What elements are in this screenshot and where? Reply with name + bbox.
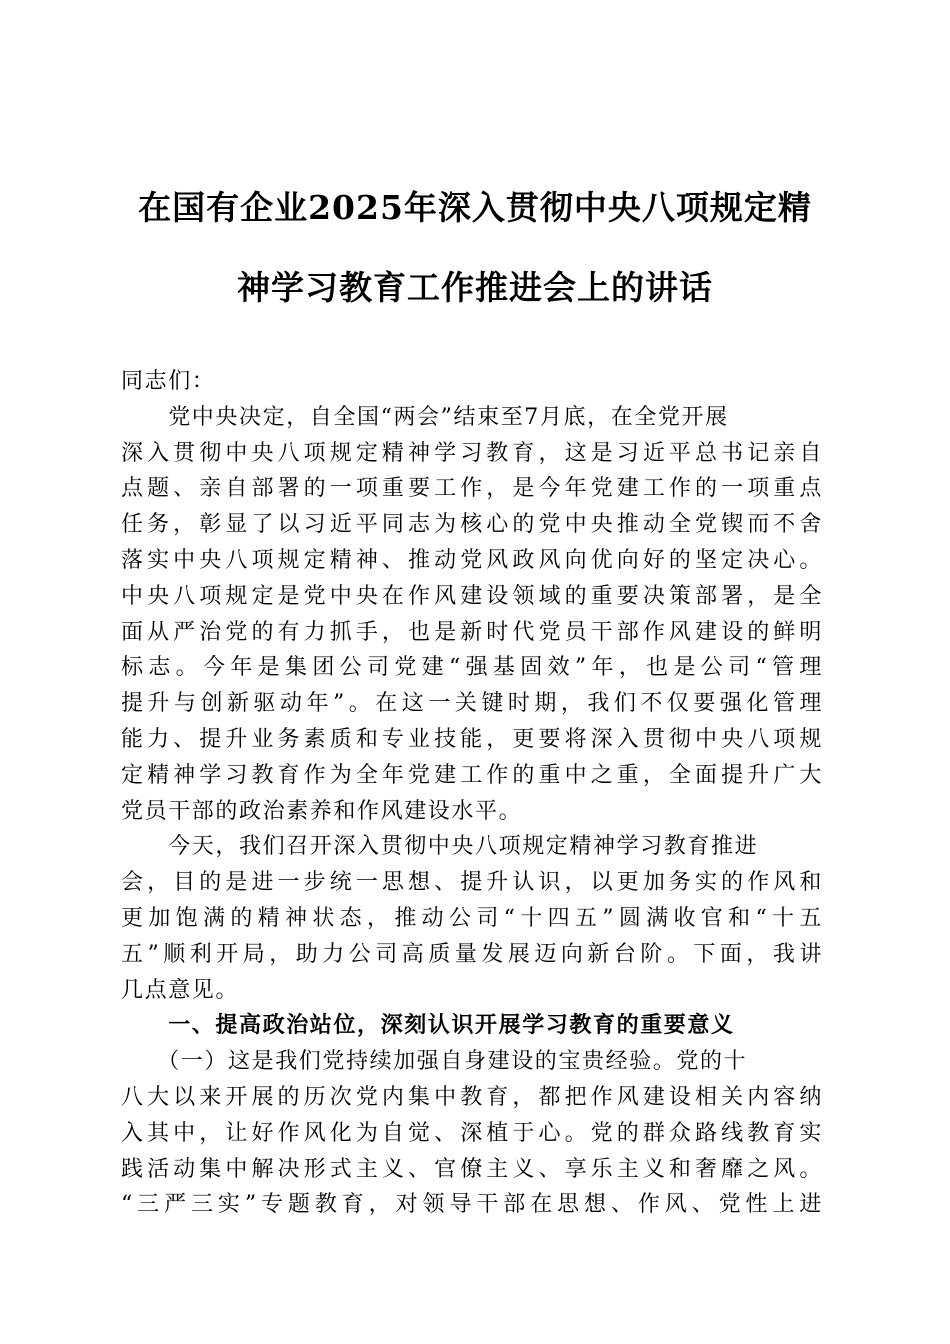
text-line: 点题、亲自部署的一项重要工作，是今年党建工作的一项重点: [121, 476, 823, 502]
text-line: 标志。今年是集团公司党建“强基固效”年，也是公司“管理: [121, 655, 823, 681]
text-line: 今天，我们召开深入贯彻中央八项规定精神学习教育推进: [121, 834, 759, 860]
text-line: 八大以来开展的历次党内集中教育，都把作风建设相关内容纳: [121, 1084, 823, 1110]
text-line: 任务，彰显了以习近平同志为核心的党中央推动全党锲而不舍: [121, 512, 823, 538]
text-line: （一）这是我们党持续加强自身建设的宝贵经验。党的十: [121, 1049, 748, 1075]
text-line: 面从严治党的有力抓手，也是新时代党员干部作风建设的鲜明: [121, 619, 823, 645]
text-line: 党员干部的政治素养和作风建设水平。: [121, 798, 523, 824]
text-line: 五”顺利开局，助力公司高质量发展迈向新台阶。下面，我讲: [121, 941, 823, 967]
text-line: 提升与创新驱动年”。在这一关键时期，我们不仅要强化管理: [121, 691, 823, 717]
text-line: 几点意见。: [121, 977, 240, 1003]
salutation: 同志们：: [121, 369, 216, 394]
text-line: 党中央决定，自全国“两会”结束至7月底，在全党开展: [121, 404, 729, 430]
text-line: 入其中，让好作风化为自觉、深植于心。党的群众路线教育实: [121, 1120, 823, 1146]
text-line: 更加饱满的精神状态，推动公司“十四五”圆满收官和“十五: [121, 905, 823, 931]
section-heading: 一、提高政治站位，深刻认识开展学习教育的重要意义: [121, 1012, 735, 1039]
title-line-2: 神学习教育工作推进会上的讲话: [237, 268, 713, 307]
text-line: 会，目的是进一步统一思想、提升认识，以更加务实的作风和: [121, 870, 823, 896]
document-title: [110, 168, 840, 328]
text-line: 能力、提升业务素质和专业技能，更要将深入贯彻中央八项规: [121, 726, 823, 752]
text-line: 定精神学习教育作为全年党建工作的重中之重，全面提升广大: [121, 762, 823, 788]
document-body: [121, 364, 823, 1223]
text-line: 中央八项规定是党中央在作风建设领域的重要决策部署，是全: [121, 583, 823, 609]
text-line: “三严三实”专题教育，对领导干部在思想、作风、党性上进: [121, 1192, 823, 1218]
text-line: 践活动集中解决形式主义、官僚主义、享乐主义和奢靡之风。: [121, 1156, 823, 1182]
title-line-1: 在国有企业2025年深入贯彻中央八项规定精: [138, 188, 812, 227]
text-line: 落实中央八项规定精神、推动党风政风向优向好的坚定决心。: [121, 547, 823, 573]
text-line: 深入贯彻中央八项规定精神学习教育，这是习近平总书记亲自: [121, 440, 823, 466]
